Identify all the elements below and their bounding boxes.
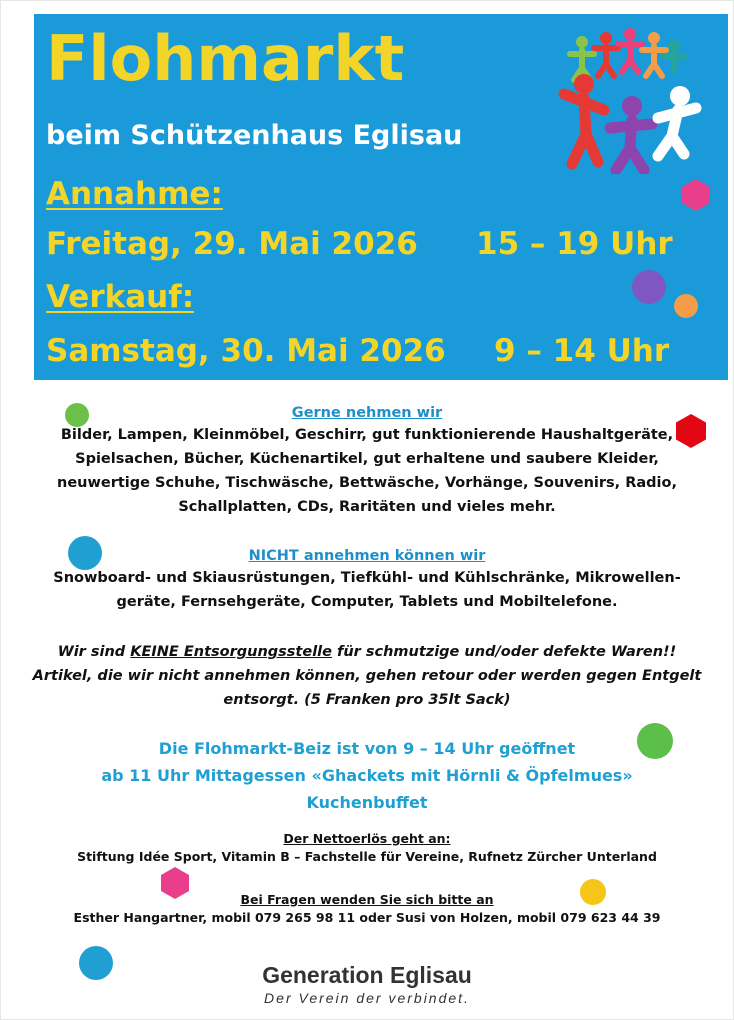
- accept-line: Schallplatten, CDs, Raritäten und vieles mehr.: [178, 499, 556, 515]
- notice-section: [0, 640, 734, 712]
- accept-section: [0, 405, 734, 519]
- contact-text: Esther Hangartner, mobil 079 265 98 11 oder Susi von Holzen, mobil 079 623 44 39: [73, 910, 661, 925]
- reject-line: geräte, Fernsehgeräte, Computer, Tablets und Mobiltelefone.: [116, 594, 618, 610]
- contact-section: [0, 892, 734, 928]
- proceeds-section: [0, 831, 734, 867]
- reject-line: Snowboard- und Skiausrüstungen, Tiefkühl- und Kühlschränke, Mikrowellen-: [53, 570, 681, 586]
- orange-dot-decoration: [674, 294, 698, 318]
- annahme-label: Annahme:: [46, 176, 223, 212]
- notice-line-1: [0, 640, 734, 664]
- verkauf-date: Samstag, 30. Mai 2026: [46, 333, 446, 369]
- logo-tagline: Der Verein der verbindet.: [264, 990, 470, 1006]
- accept-line: neuwertige Schuhe, Tischwäsche, Bettwäsche, Vorhänge, Souvenirs, Radio,: [57, 475, 677, 491]
- proceeds-text: Stiftung Idée Sport, Vitamin B – Fachstelle für Vereine, Rufnetz Zürcher Unterland: [77, 849, 657, 864]
- people-group-illustration: [554, 24, 704, 174]
- accept-heading: Gerne nehmen wir: [291, 405, 443, 421]
- reject-section: [0, 548, 734, 614]
- accept-line: Bilder, Lampen, Kleinmöbel, Geschirr, gut funktionierende Haushaltgeräte,: [60, 427, 674, 443]
- purple-dot-decoration: [632, 270, 666, 304]
- annahme-date: Freitag, 29. Mai 2026: [46, 226, 418, 262]
- notice-line-3: entsorgt. (5 Franken pro 35lt Sack): [223, 692, 511, 708]
- verkauf-label: Verkauf:: [46, 279, 195, 315]
- annahme-time: 15 – 19 Uhr: [476, 226, 673, 262]
- beiz-line: Kuchenbuffet: [306, 793, 428, 812]
- proceeds-heading: Der Nettoerlös geht an:: [283, 831, 451, 846]
- beiz-line: Die Flohmarkt-Beiz ist von 9 – 14 Uhr geöffnet: [158, 739, 576, 758]
- beiz-line: ab 11 Uhr Mittagessen «Ghackets mit Hörnli & Öpfelmues»: [101, 766, 633, 785]
- contact-heading: Bei Fragen wenden Sie sich bitte an: [240, 892, 494, 907]
- reject-heading: NICHT annehmen können wir: [248, 548, 486, 564]
- notice-emphasis: KEINE Entsorgungsstelle: [130, 644, 332, 660]
- page-subtitle: beim Schützenhaus Eglisau: [46, 120, 463, 151]
- notice-text: Wir sind: [57, 644, 131, 660]
- verkauf-time: 9 – 14 Uhr: [494, 333, 670, 369]
- beiz-section: [0, 735, 734, 816]
- notice-line-2: Artikel, die wir nicht annehmen können, gehen retour oder werden gegen Entgelt: [32, 668, 702, 684]
- page-title: Flohmarkt: [46, 22, 405, 95]
- logo-name: Generation Eglisau: [262, 962, 472, 988]
- accept-line: Spielsachen, Bücher, Küchenartikel, gut erhaltene und saubere Kleider,: [75, 451, 659, 467]
- pink-hexagon-decoration: [680, 178, 712, 212]
- header-banner: [34, 14, 728, 380]
- notice-text: für schmutzige und/oder defekte Waren!!: [331, 644, 677, 660]
